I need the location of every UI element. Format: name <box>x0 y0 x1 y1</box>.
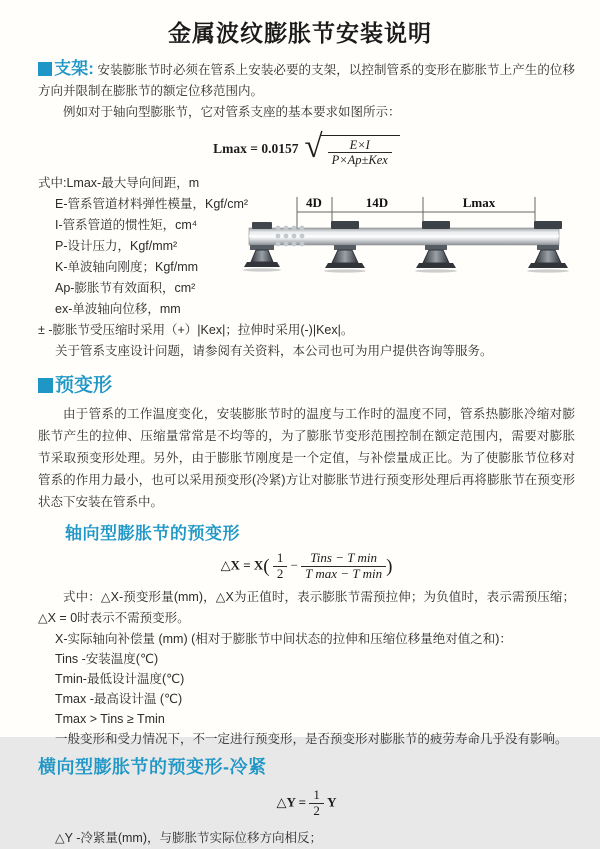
lmax-fraction-denominator: P×Ap±Kex <box>328 152 392 167</box>
half-denominator: 2 <box>273 566 288 582</box>
half-fraction <box>273 551 288 582</box>
page-content <box>0 58 600 849</box>
sqrt-radical <box>304 129 399 168</box>
close-paren: ) <box>386 555 393 577</box>
dim-label-14d: 14D <box>365 195 389 210</box>
axial-def-line: 一般变形和受力情况下，不一定进行预变形，是否预变形对膨胀节的疲劳寿命几乎没有影响。 <box>55 731 568 746</box>
def-line: P-设计压力，Kgf/mm² <box>55 238 178 253</box>
dim-label-lmax: Lmax <box>462 195 496 210</box>
open-paren: ( <box>263 555 270 577</box>
preform-section-heading: 预变形 <box>55 374 113 396</box>
axial-subsection-heading: 轴向型膨胀节的预变形 <box>65 523 240 543</box>
temp-fraction-numerator: Tins − T min <box>310 549 377 565</box>
preform-section-heading-row <box>38 375 575 398</box>
axial-explanation: 式中：△X-预变形量(mm)，△X为正值时，表示膨胀节需预拉伸；为负值时，表示需预压缩；△X = 0时表示不需预变形。 <box>38 589 575 625</box>
lmax-formula-lhs: Lmax = 0.0157 <box>213 140 299 156</box>
def-line: 式中:Lmax-最大导向间距，m <box>38 175 200 190</box>
axial-def-line: Tmin-最低设计温度(℃) <box>55 671 185 686</box>
page-title: 金属波纹膨胀节安装说明 <box>168 20 432 46</box>
axial-def-line: X-实际轴向补偿量 (mm) (相对于膨胀节中间状态的拉伸和压缩位移量绝对值之和)： <box>55 631 512 646</box>
axial-def-line: Tins -安装温度(℃) <box>55 651 159 666</box>
lmax-fraction <box>328 138 392 168</box>
def-line: E-管系管道材料弹性模量，Kgf/cm² <box>55 196 249 211</box>
section-square-icon <box>38 378 53 393</box>
def-line: K-单波轴向刚度；Kgf/mm <box>55 259 199 274</box>
lmax-fraction-numerator: E×I <box>349 138 370 152</box>
axial-formula <box>38 551 575 582</box>
transverse-note: △Y -冷紧量(mm)，与膨胀节实际位移方向相反； <box>55 830 323 845</box>
transverse-formula-rhs: Y <box>327 794 337 810</box>
half-denominator: 2 <box>309 803 324 819</box>
support-section-heading: 支架: <box>54 59 94 78</box>
radicand <box>320 135 400 168</box>
half-fraction <box>309 788 324 819</box>
def-line: Ap-膨胀节有效面积，cm² <box>55 280 196 295</box>
lmax-formula <box>38 129 575 168</box>
axial-def-line: Tmax -最高设计温 (℃) <box>55 691 183 706</box>
temp-fraction <box>301 551 386 582</box>
pipe-support-diagram <box>247 192 595 294</box>
support-paragraph <box>38 58 575 102</box>
def-line: I-管系管道的惯性矩，cm⁴ <box>55 217 198 232</box>
temp-fraction-denominator: T max − T min <box>301 566 386 582</box>
def-line: 关于管系支座设计问题，请参阅有关资料，本公司也可为用户提供咨询等服务。 <box>55 343 493 358</box>
transverse-formula <box>38 788 575 819</box>
dim-label-4d: 4D <box>306 195 322 210</box>
axial-formula-lhs: △X = X <box>220 557 264 573</box>
half-numerator: 1 <box>313 786 320 802</box>
preform-paragraph: 由于管系的工作温度变化，安装膨胀节时的温度与工作时的温度不同，管系热膨胀冷缩对膨胀节产生的拉伸、压缩量常常是不均等的，为了膨胀节变形范围控制在额定范围内，需要对膨胀节采取预变形处理。另外，由于膨胀节刚度是一个定值，与补偿量成正比。为了使膨胀节位移对管系的作用力最小，也可以采用预变形(冷紧)方让对膨胀节进行预变形处理后再将膨胀节在预变形状态下安装在管系中。 <box>38 406 575 509</box>
radical-sign: √ <box>304 129 323 165</box>
transverse-formula-lhs: △Y = <box>276 794 307 810</box>
support-example-text: 例如对于轴向型膨胀节，它对管系支座的基本要求如图所示： <box>63 105 401 119</box>
def-line: ± -膨胀节受压缩时采用（+）|Kex|；拉伸时采用(-)|Kex|。 <box>38 322 354 337</box>
minus-sign: − <box>290 557 298 573</box>
support-intro-text: 安装膨胀节时必须在管系上安装必要的支架，以控制管系的变形在膨胀节上产生的位移方向并限制在膨胀节的额定位移范围内。 <box>38 63 575 98</box>
section-square-icon <box>38 62 52 76</box>
def-line: ex-单波轴向位移，mm <box>55 301 181 316</box>
axial-def-line: Tmax > Tins ≥ Tmin <box>55 711 165 726</box>
half-numerator: 1 <box>276 549 284 565</box>
transverse-subsection-heading: 横向型膨胀节的预变形-冷紧 <box>38 756 267 777</box>
